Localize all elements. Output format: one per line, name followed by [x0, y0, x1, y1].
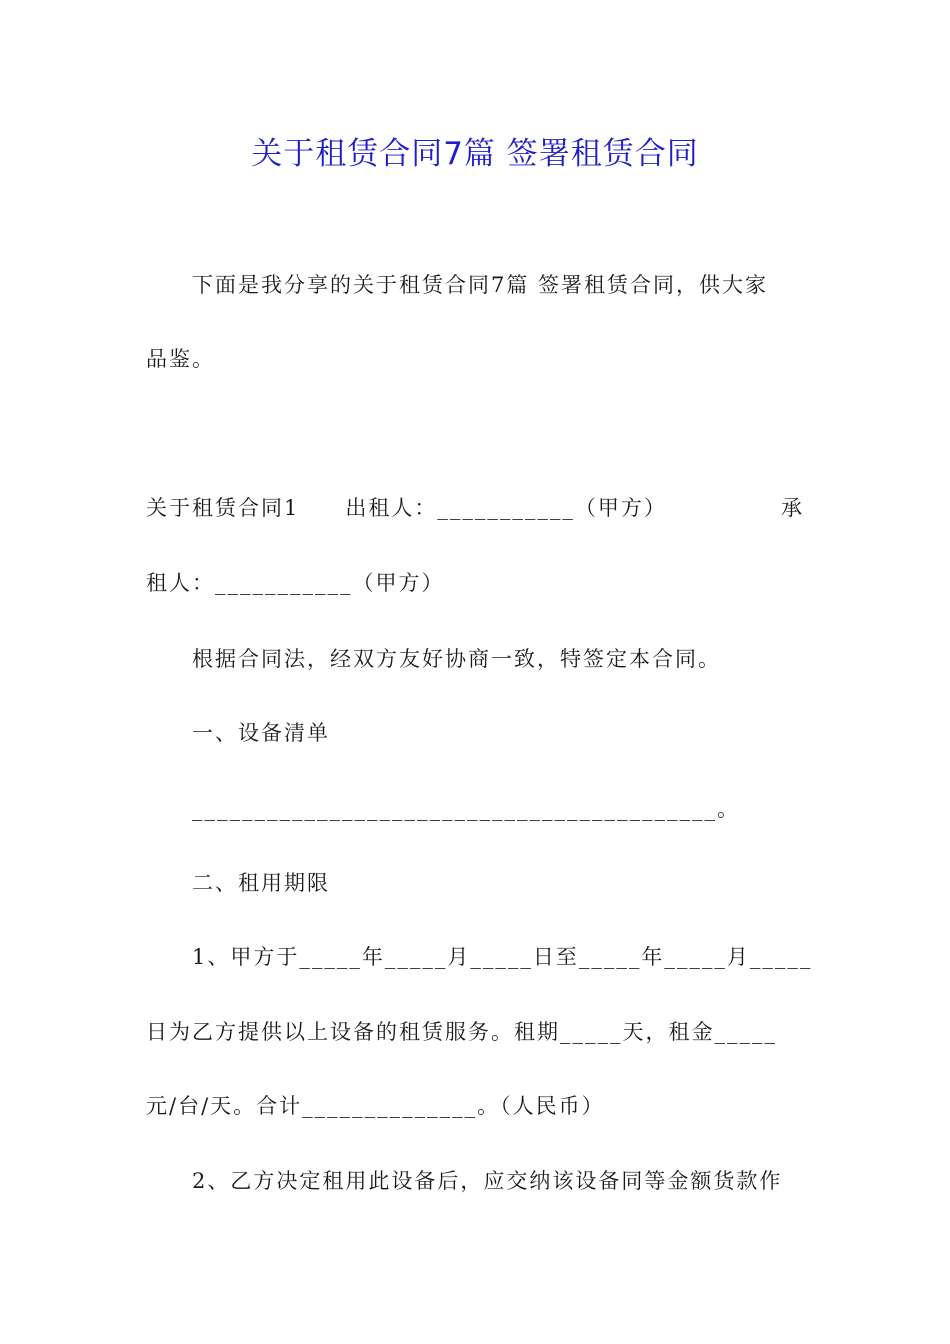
contract-heading-lessor: 关于租赁合同1 出租人：___________（甲方） — [146, 496, 667, 520]
intro-line-1: 下面是我分享的关于租赁合同7篇 签署租赁合同，供大家 — [192, 273, 769, 297]
contract-heading-continuation: 承 — [781, 496, 804, 520]
lessee-line: 租人：___________（甲方） — [146, 571, 445, 595]
term-line-3: 元/台/天。合计______________。（人民币） — [146, 1094, 605, 1118]
document-title: 关于租赁合同7篇 签署租赁合同 — [251, 136, 699, 172]
term-line-1: 1、甲方于_____年_____月_____日至_____年_____月_____ — [192, 945, 813, 969]
intro-line-2: 品鉴。 — [146, 347, 215, 371]
deposit-line: 2、乙方决定租用此设备后，应交纳该设备同等金额货款作 — [192, 1169, 783, 1193]
preamble-paragraph: 根据合同法，经双方友好协商一致，特签定本合同。 — [192, 647, 721, 671]
section-2-title: 二、租用期限 — [192, 871, 330, 895]
term-line-2: 日为乙方提供以上设备的租赁服务。租期_____天，租金_____ — [146, 1020, 777, 1044]
section-1-blank-line: __________________________________________。 — [192, 797, 740, 821]
contract-heading-row — [146, 493, 804, 523]
section-1-title: 一、设备清单 — [192, 721, 330, 745]
